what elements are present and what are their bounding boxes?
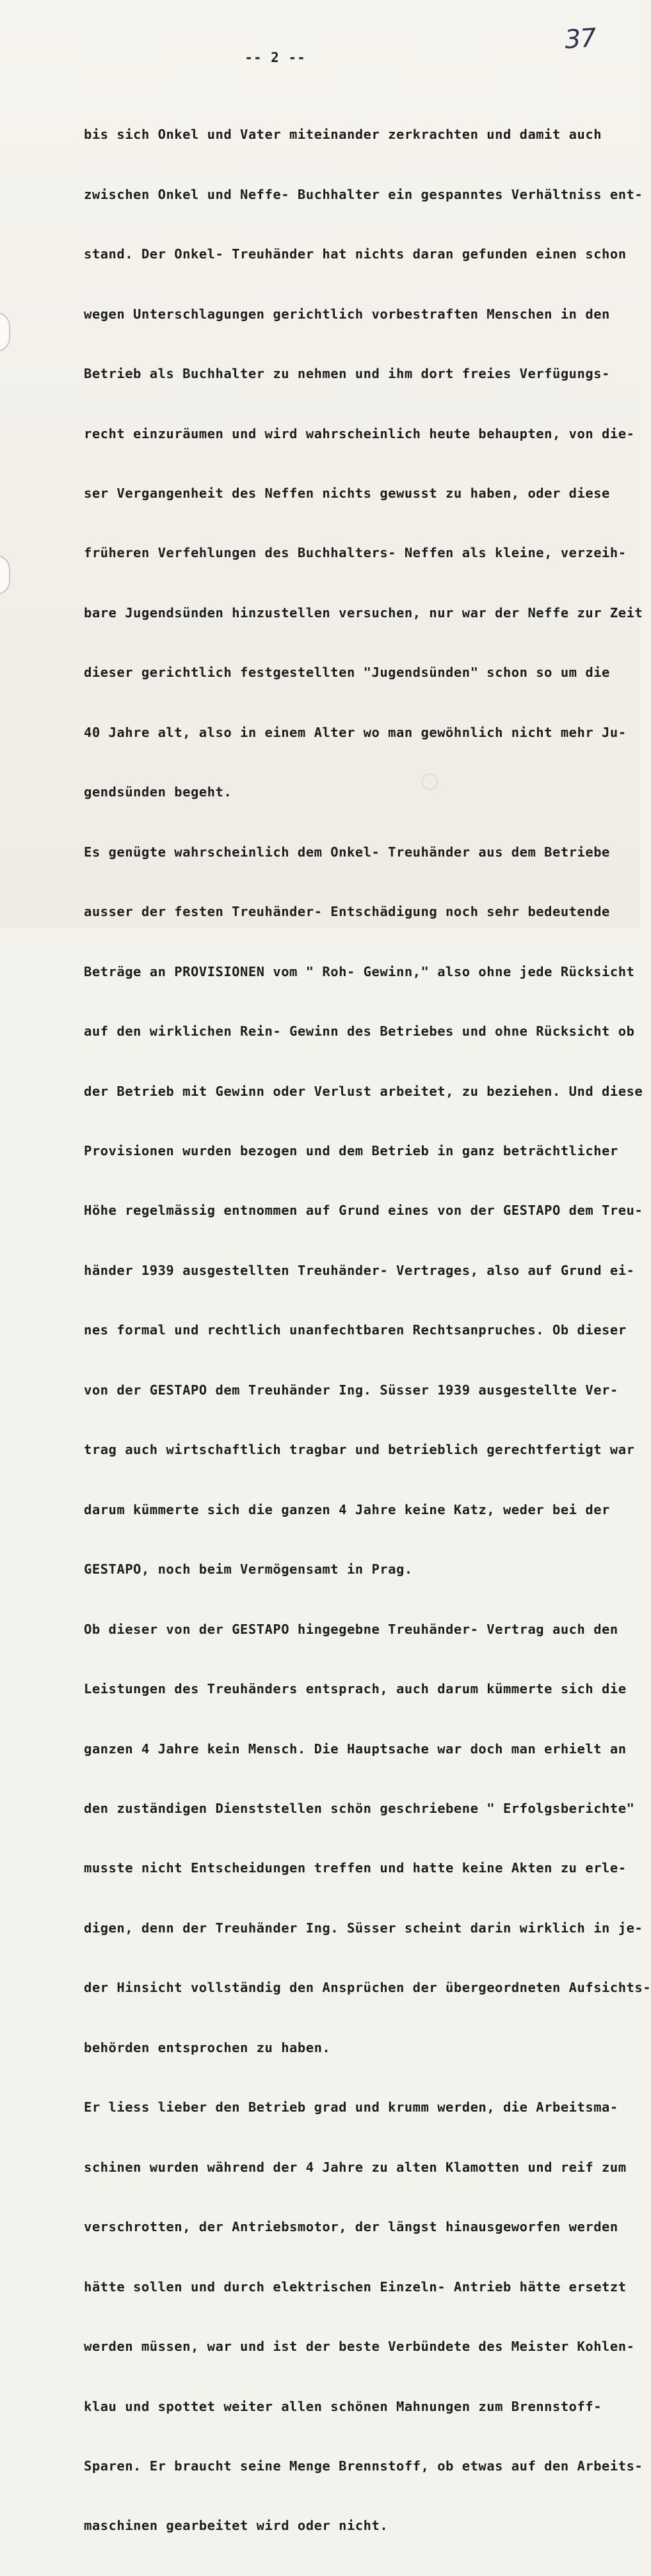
text-line: Ob dieser von der GESTAPO hingegebne Treuhänder- Vertrag auch den (84, 1621, 618, 1637)
text-line: dieser gerichtlich festgestellten "Jugendsünden" schon so um die (84, 665, 610, 681)
text-line: zwischen Onkel und Neffe- Buchhalter ein gespanntes Verhältniss ent- (84, 186, 643, 202)
text-line: Es genügte wahrscheinlich dem Onkel- Treuhänder aus dem Betriebe (84, 844, 610, 860)
text-line: maschinen gearbeitet wird oder nicht. (84, 2518, 389, 2534)
text-line: Beträge an PROVISIONEN vom " Roh- Gewinn," also ohne jede Rücksicht (84, 963, 635, 979)
text-line: der Hinsicht vollständig den Ansprüchen der übergeordneten Aufsichts- (84, 1980, 651, 1996)
punch-hole (0, 312, 10, 352)
text-line: werden müssen, war und ist der beste Verbündete des Meister Kohlen- (84, 2339, 635, 2355)
text-line: darum kümmerte sich die ganzen 4 Jahre keine Katz, weder bei der (84, 1501, 610, 1517)
text-line: bare Jugendsünden hinzustellen versuchen, nur war der Neffe zur Zeit (84, 604, 643, 620)
text-line: Höhe regelmässig entnommen auf Grund eines von der GESTAPO dem Treu- (84, 1203, 643, 1219)
text-line: behörden entsprochen zu haben. (84, 2039, 331, 2055)
text-line: ganzen 4 Jahre kein Mensch. Die Hauptsache war doch man erhielt an (84, 1741, 627, 1757)
text-line: GESTAPO, noch beim Vermögensamt in Prag. (84, 1561, 413, 1577)
text-line: händer 1939 ausgestellten Treuhänder- Vertrages, also auf Grund ei- (84, 1262, 635, 1278)
punch-hole (0, 555, 10, 595)
text-line: verschrotten, der Antriebsmotor, der längst hinausgeworfen werden (84, 2219, 618, 2235)
text-line: klau und spottet weiter allen schönen Mahnungen zum Brennstoff- (84, 2398, 602, 2414)
text-line: auf den wirklichen Rein- Gewinn des Betriebes und ohne Rücksicht ob (84, 1023, 635, 1039)
text-line: den zuständigen Dienststellen schön geschriebene " Erfolgsberichte" (84, 1801, 635, 1816)
handwritten-folio-number: 37 (563, 23, 597, 55)
text-line: hätte sollen und durch elektrischen Einzeln- Antrieb hätte ersetzt (84, 2279, 627, 2295)
text-line: stand. Der Onkel- Treuhänder hat nichts daran gefunden einen schon (84, 246, 627, 262)
typewritten-body (84, 85, 651, 2576)
page-number: -- 2 -- (245, 50, 306, 65)
text-line: Provisionen wurden bezogen und dem Betrieb in ganz beträchtlicher (84, 1143, 618, 1159)
text-line: wegen Unterschlagungen gerichtlich vorbestraften Menschen in den (84, 306, 610, 322)
text-line: gendsünden begeht. (84, 784, 232, 800)
text-line: Sparen. Er braucht seine Menge Brennstoff, ob etwas auf den Arbeits- (84, 2458, 643, 2474)
text-line: digen, denn der Treuhänder Ing. Süsser scheint darin wirklich in je- (84, 1920, 643, 1936)
text-line: ser Vergangenheit des Neffen nichts gewusst zu haben, oder diese (84, 486, 610, 502)
text-line: der Betrieb mit Gewinn oder Verlust arbeitet, zu beziehen. Und diese (84, 1083, 643, 1099)
text-line: Er liess lieber den Betrieb grad und krumm werden, die Arbeitsma- (84, 2099, 618, 2115)
text-line: schinen wurden während der 4 Jahre zu alten Klamotten und reif zum (84, 2159, 627, 2175)
text-line: Betrieb als Buchhalter zu nehmen und ihm dort freies Verfügungs- (84, 366, 610, 382)
faint-stamp-mark: ○ (416, 765, 443, 796)
text-line: früheren Verfehlungen des Buchhalters- Neffen als kleine, verzeih- (84, 545, 627, 561)
text-line: ausser der festen Treuhänder- Entschädigung noch sehr bedeutende (84, 904, 610, 920)
text-line: trag auch wirtschaftlich tragbar und betrieblich gerechtfertigt war (84, 1442, 635, 1458)
text-line: Leistungen des Treuhänders entsprach, auch darum kümmerte sich die (84, 1681, 627, 1697)
text-line: 40 Jahre alt, also in einem Alter wo man gewöhnlich nicht mehr Ju- (84, 724, 627, 740)
text-line: bis sich Onkel und Vater miteinander zerkrachten und damit auch (84, 127, 602, 143)
text-line: nes formal und rechtlich unanfechtbaren Rechtsanpruches. Ob dieser (84, 1322, 627, 1338)
text-line: recht einzuräumen und wird wahrscheinlich heute behaupten, von die- (84, 425, 635, 441)
text-line: musste nicht Entscheidungen treffen und hatte keine Akten zu erle- (84, 1860, 627, 1876)
text-line: von der GESTAPO dem Treuhänder Ing. Süsser 1939 ausgestellte Ver- (84, 1382, 618, 1398)
